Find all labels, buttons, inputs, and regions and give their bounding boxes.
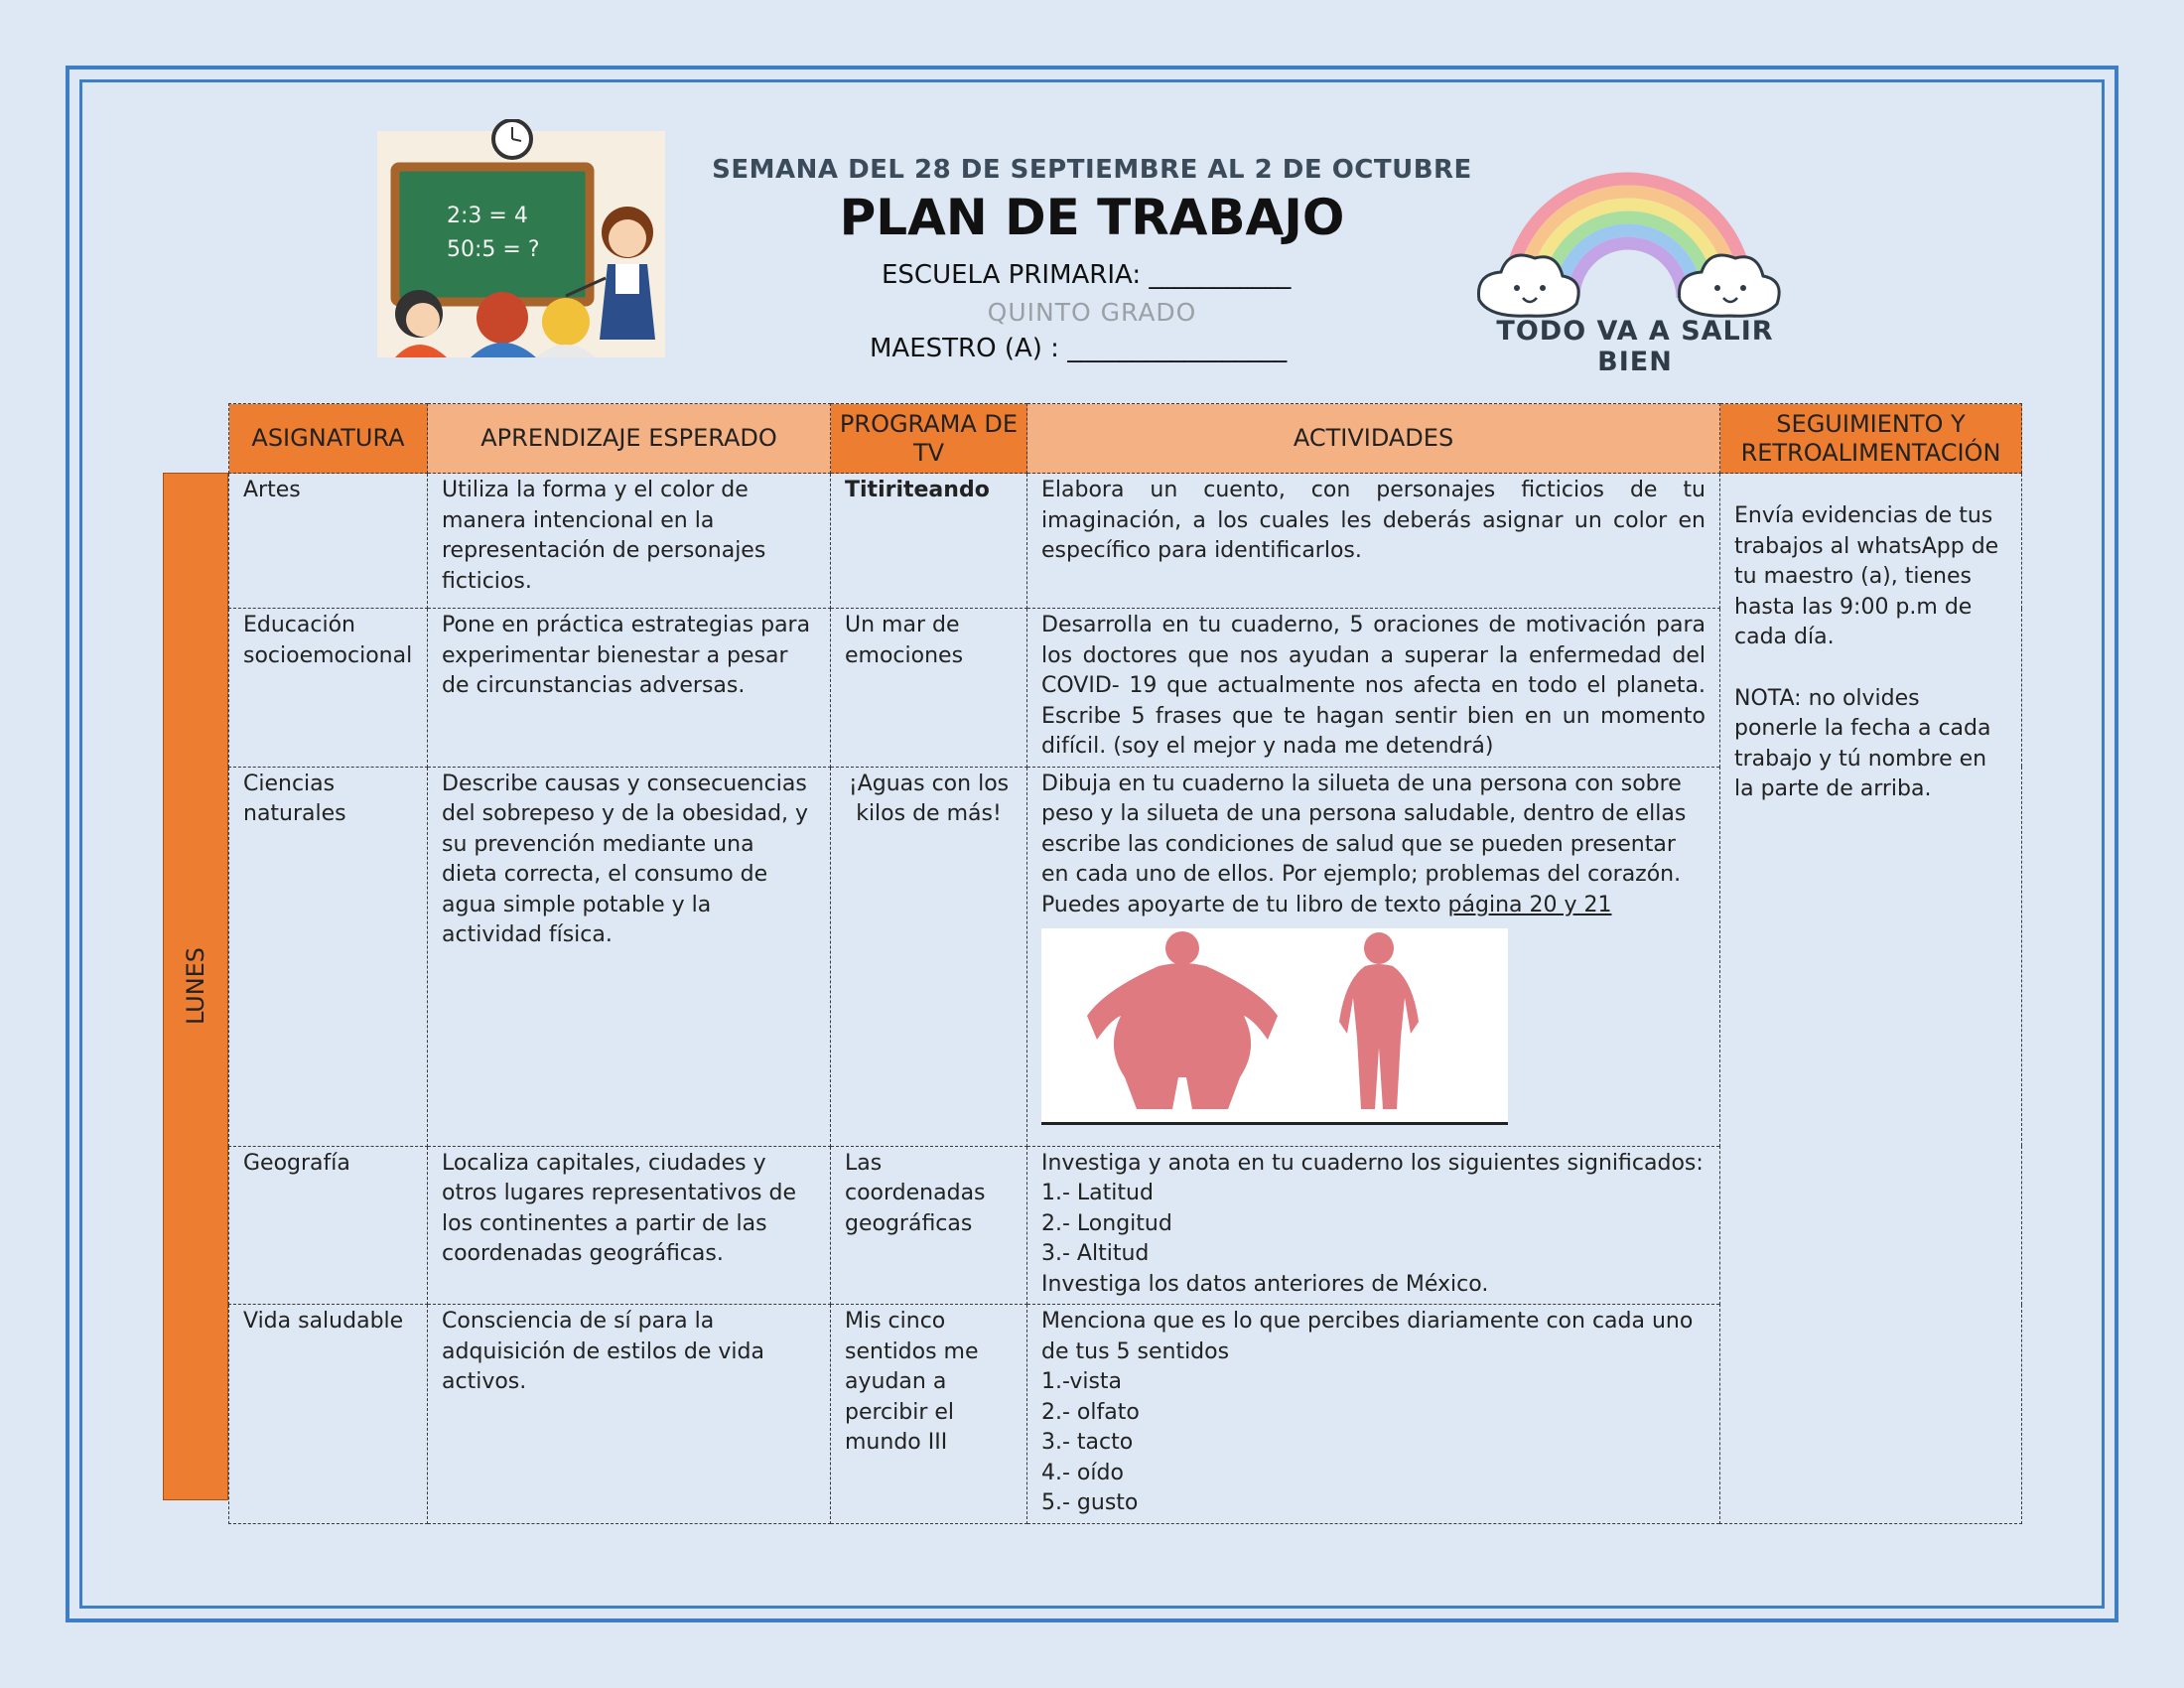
page-title: PLAN DE TRABAJO <box>839 189 1345 246</box>
header-tv-program: PROGRAMA DE TV <box>831 404 1027 474</box>
healthy-silhouette <box>1339 932 1419 1109</box>
header-learning: APRENDIZAJE ESPERADO <box>428 404 831 474</box>
plan-table <box>228 403 2022 1524</box>
tv-program-cell: Las coordenadas geográficas <box>831 1146 1027 1305</box>
activity-line: 4.- oído <box>1041 1460 1124 1485</box>
tv-program-cell: Titiriteando <box>831 474 1027 609</box>
rainbow-caption: TODO VA A SALIR BIEN <box>1496 316 1774 377</box>
header-followup: SEGUIMIENTO Y RETROALIMENTACIÓN <box>1720 404 2022 474</box>
tv-program-cell: Mis cinco sentidos me ayudan a percibir el mundo III <box>831 1305 1027 1524</box>
tv-program-cell: Un mar de emociones <box>831 609 1027 768</box>
activity-line: 3.- Altitud <box>1041 1241 1150 1266</box>
day-label: LUNES <box>182 946 209 1026</box>
week-range: SEMANA DEL 28 DE SEPTIEMBRE AL 2 DE OCTUBRE <box>712 155 1472 185</box>
subject-cell: Vida saludable <box>229 1305 428 1524</box>
classroom-illustration <box>377 119 665 357</box>
followup-cell <box>1720 474 2022 1524</box>
grade-label: QUINTO GRADO <box>987 298 1197 327</box>
activity-line: 1.- Latitud <box>1041 1181 1154 1205</box>
activity-line: 1.-vista <box>1041 1369 1123 1394</box>
activities-cell: Elabora un cuento, con personajes ficticios de tu imaginación, a los cuales les deberás asignar un color en específico para identificarlos. <box>1027 474 1720 609</box>
activity-reference: Puedes apoyarte de tu libro de texto página 20 y 21 <box>1041 892 1612 917</box>
overweight-silhouette <box>1087 931 1278 1109</box>
blackboard-line-1: 2:3 = 4 <box>447 204 528 228</box>
activities-cell <box>1027 1146 1720 1305</box>
header-subject: ASIGNATURA <box>229 404 428 474</box>
body-silhouettes-image <box>1041 928 1508 1125</box>
learning-cell: Utiliza la forma y el color de manera intencional en la representación de personajes ficticios. <box>428 474 831 609</box>
teacher-field: MAESTRO (A) : _________________ <box>870 334 1288 363</box>
subject-cell: Geografía <box>229 1146 428 1305</box>
header-activities: ACTIVIDADES <box>1027 404 1720 474</box>
learning-cell: Describe causas y consecuencias del sobrepeso y de la obesidad, y su prevención mediante una dieta correcta, el consumo de agua simple potable y la actividad física. <box>428 767 831 1146</box>
subject-cell: Ciencias naturales <box>229 767 428 1146</box>
activity-line: 3.- tacto <box>1041 1430 1134 1455</box>
activities-cell <box>1027 1305 1720 1524</box>
followup-text: Envía evidencias de tus trabajos al whatsApp de tu maestro (a), tienes hasta las 9:00 p.m de cada día. <box>1734 503 1999 649</box>
activities-cell <box>1027 767 1720 1146</box>
tv-program-cell: ¡Aguas con los kilos de más! <box>831 767 1027 1146</box>
activities-cell: Desarrolla en tu cuaderno, 5 oraciones de motivación para los doctores que nos ayudan a superar la enfermedad del COVID- 19 que actualmente nos afecta en todo el planeta. Escribe 5 frases que te hagan sentir bien en un momento difícil. (soy el mejor y nada me detendrá) <box>1027 609 1720 768</box>
school-field: ESCUELA PRIMARIA: ___________ <box>882 260 1292 290</box>
activity-line: 2.- Longitud <box>1041 1210 1172 1236</box>
activity-line: Menciona que es lo que percibes diariamente con cada uno de tus 5 sentidos <box>1041 1309 1694 1364</box>
learning-cell: Consciencia de sí para la adquisición de estilos de vida activos. <box>428 1305 831 1524</box>
activity-line: Investiga y anota en tu cuaderno los siguientes significados: <box>1041 1150 1704 1176</box>
blackboard-line-2: 50:5 = ? <box>447 237 540 262</box>
activity-line: 5.- gusto <box>1041 1490 1139 1515</box>
subject-cell: Artes <box>229 474 428 609</box>
followup-note: NOTA: no olvides ponerle la fecha a cada trabajo y tú nombre en la parte de arriba. <box>1734 685 1991 801</box>
subject-cell: Educación socioemocional <box>229 609 428 768</box>
activity-line: Investiga los datos anteriores de México. <box>1041 1271 1489 1297</box>
learning-cell: Pone en práctica estrategias para experimentar bienestar a pesar de circunstancias adversas. <box>428 609 831 768</box>
activity-line: 2.- olfato <box>1041 1399 1140 1425</box>
activity-text: Dibuja en tu cuaderno la silueta de una persona con sobre peso y la silueta de una persona saludable, dentro de ellas escribe las condiciones de salud que se pueden presentar en cada uno de ellos. Por ejemplo; problemas del corazón. <box>1041 771 1687 887</box>
learning-cell: Localiza capitales, ciudades y otros lugares representativos de los continentes a partir de las coordenadas geográficas. <box>428 1146 831 1305</box>
table-row <box>229 474 2022 609</box>
textbook-page-link[interactable]: página 20 y 21 <box>1447 892 1612 917</box>
